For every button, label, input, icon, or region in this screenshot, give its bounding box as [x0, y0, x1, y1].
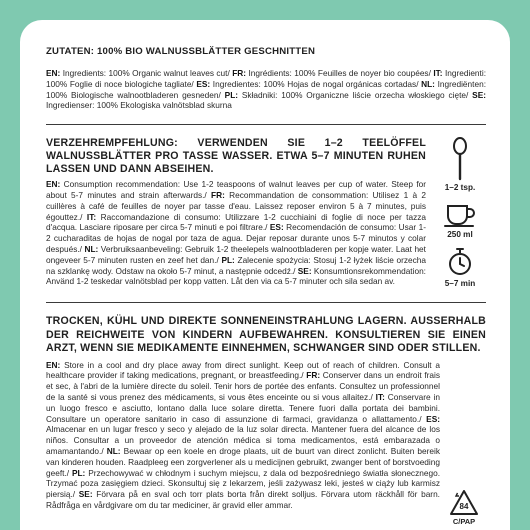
ingredients-heading: ZUTATEN: 100% BIO WALNUSSBLÄTTER GESCHNITTEN — [46, 46, 316, 57]
storage-text: EN: Store in a cool and dry place away from direct sunlight. Keep out of reach of children. Consult a healthcare provider if taking medications, pregnant, or breastfeeding./ FR: Conserver dans un endroit frais et sec, à l'abri de la lumière directe du soleil. Tenir hors de portée des enfants. Consultez un professionnel de la santé si vous prenez des médicaments, si vous êtes enceinte ou si vous allaitez./ IT: Conservare in un luogo fresco e asciutto, lontano dalla luce solare diretta. Tenere fuori dalla portata dei bambini. Consultare un operatore sanitario in caso di assunzione di farmaci, gravidanza o allattamento./ ES: Almacenar en un lugar fresco y seco y alejado de la luz solar directa. Mantener fuera del alcance de los niños. Consultar a un proveedor de atención médica si toma medicamentos, está embarazada o amamantando./ NL: Bewaar op een koele en droge plaats, uit de buurt van direct zonlicht. Buiten bereik van kinderen houden. Raadpleeg een zorgverlener als u medicijnen gebruikt, zwanger bent of borstvoeding geeft./ PL: Przechowywać w chłodnym i suchym miejscu, z dala od bezpośredniego światła słonecznego. Trzymać poza zasięgiem dzieci. Skonsultuj się z lekarzem, jeśli zażywasz leki, jesteś w ciąży lub karmisz piersią./ SE: Förvara på en sval och torr plats borta från direkt solljus. Förvara utom räckhåll för barn. Rådfråga en vårdgivare om du tar mediciner, är gravid eller ammar. — [46, 359, 440, 511]
usage-section — [46, 137, 486, 296]
lang-code-pl: PL: — [224, 89, 239, 100]
lang-code-es: ES: — [196, 78, 211, 89]
timer-label: 5–7 min — [444, 279, 476, 289]
section-divider — [46, 124, 486, 125]
usage-heading: VERZEHREMPFEHLUNG: VERWENDEN SIE 1–2 TEELÖFFEL WALNUSSBLÄTTER PRO TASSE WASSER. ETWA 5–7 MINUTEN RUHEN LASSEN UND DANN ABSEIHEN. — [46, 137, 426, 176]
storage-heading: TROCKEN, KÜHL UND DIREKTE SONNENEINSTRAHLUNG LAGERN. AUSSERHALB DER REICHWEITE VON KINDERN AUFBEWAHREN. KONSULTIEREN SIE EINEN ARZT, WENN SIE MEDIKAMENTE EINNEHMEN, SCHWANGER SIND ODER STILLEN. — [46, 315, 486, 355]
section-divider — [46, 302, 486, 303]
timer-icon — [447, 247, 473, 277]
recycling-icon — [447, 488, 481, 518]
usage-text: EN: Consumption recommendation: Use 1-2 teaspoons of walnut leaves per cup of water. Steep for about 5-7 minutes and strain afterwards./ FR: Recommandation de consommation: Utilisez 1 à 2 cuillères à café de feuilles de noyer par tasse d'eau. Laissez reposer environ 5 à 7 minutes, puis égouttez./ IT: Raccomandazione di consumo: Utilizzare 1-2 cucchiaini di foglie di noce per tazza d'acqua. Lasciare riposare per circa 5-7 minuti e poi filtrare./ ES: Recomendación de consumo: Usar 1-2 cucharaditas de hojas de nogal por taza de agua. Dejar reposar durante unos 5-7 minutos y colar después./ NL: Verbruiksaanbeveling: Gebruik 1-2 theelepels walnootbladeren per kopje water. Laat het ongeveer 5-7 minuten rusten en zeef het dan./ PL: Zalecenie spożycia: Stosuj 1-2 łyżek liście orzecha na szklankę wody. Odstaw na około 5-7 minut, a następnie odcedź./ SE: Konsumtionsrekommendation: Använd 1-2 teskedar valnötsblad per kopp vatten. Låt den via ca 5-7 minuter och sila sedan av. — [46, 179, 427, 287]
lang-code-en: EN: — [46, 68, 61, 78]
spoon-label: 1–2 tsp. — [444, 183, 476, 193]
cup-icon — [443, 200, 477, 228]
lang-code-it: IT: — [433, 68, 443, 78]
recycling-number: 84 — [459, 502, 469, 511]
lang-code-fr: FR: — [232, 68, 247, 78]
cup-label: 250 ml — [447, 230, 473, 240]
recycling-code: C/PAP — [452, 517, 476, 526]
teaspoon-icon — [449, 137, 471, 181]
recycling-mark — [444, 488, 484, 526]
lang-code-nl: NL: — [421, 78, 435, 89]
ingredients-text: EN: Ingredients: 100% Organic walnut leaves cut/ FR: Ingrédients: 100% Feuilles de noyer bio coupées/ IT: Ingredienti: 100% Foglie di noce biologiche tagliate/ ES: Ingredientes: 100% Hojas de nogal orgánicas cortadas/ NL: Ingrediënten: 100% Biologische walnootbladeren gesneden/ PL: Składniki: 100% Organiczne liście orzecha włoskiego cięte/ SE: Ingredienser: 100% Ekologiska valnötsblad skurna — [46, 68, 487, 111]
label-card — [20, 20, 510, 530]
lang-code-se: SE: — [472, 89, 486, 100]
usage-icons — [434, 137, 486, 296]
